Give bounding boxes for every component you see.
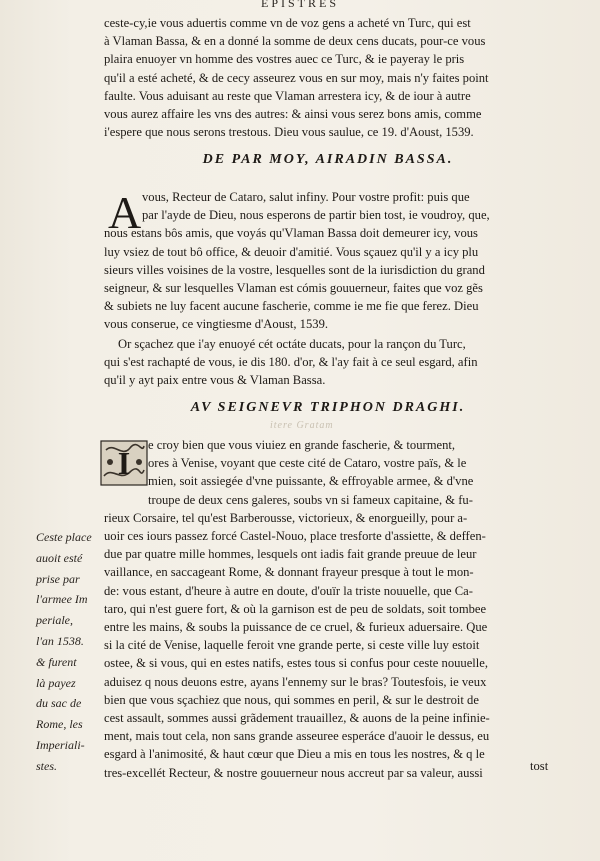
margin-note-line: prise par [36,571,80,586]
margin-note-line: periale, [36,613,73,628]
drop-cap-letter: I [117,445,131,481]
paragraph-letter-to-draghi [104,436,552,782]
text-line: esgard à l'animosité, & haut cœur que Dieu a mis en tous les nostres, & q le [104,747,485,762]
text-line: & subiets ne luy facent aucune fascherie, comme ie me fie que ferez. Dieu [104,299,479,314]
margin-note-line: auoit esté [36,550,83,565]
paragraph-postscript [104,335,552,390]
text-line: e croy bien que vous viuiez en grande fascherie, & tourment, [148,438,456,452]
text-line: aduisez q nous deuons estre, ayans l'ennemy sur le bras? Toutesfois, ie veux [104,674,487,689]
text-line: si la cité de Venise, laquelle feroit vne grande perte, si ceste ville luy estoit [104,638,480,653]
text-line: vaillance, en saccageant Rome, & donnant frayeur presque à tout le mon- [104,565,474,580]
text-line: luy vsiez de tout bô office, & deuoir d'amitié. Vous sçauez qu'il y a icy plu [104,244,479,259]
text-line: tres-excellét Recteur, & nostre gouuerneur nous accreut par sa valeur, aussi [104,765,483,780]
margin-note-line: là payez [36,675,76,690]
text-line: faulte. Vous aduisant au reste que Vlaman arrestera icy, & de iour à autre [104,88,471,103]
text-line: de: vous estant, d'heure à autre en doute, d'ouïr la triste nouuelle, que Ca- [104,583,473,598]
text-line: ceste-cy,ie vous aduertis comme vn de voz gens a acheté vn Turc, qui est [104,16,471,30]
text-line: vous, Recteur de Cataro, salut infiny. Pour vostre profit: puis que [142,190,470,204]
margin-note-line: & furent [36,654,77,669]
bleed-through-text: itere Gratam [270,420,334,431]
text-line: cest assault, sommes aussi grãdement trauaillez, & auons de la peine infinie- [104,711,490,726]
text-line: par l'ayde de Dieu, nous esperons de partir bien tost, ie voudroy, que, [142,208,490,223]
paragraph-letter-body [104,188,552,334]
drop-cap-a: A [108,187,142,238]
letter-heading-triphon: AV SEIGNEVR TRIPHON DRAGHI. [190,400,466,415]
text-line: rieux Corsaire, tel qu'est Barberousse, victorieux, & enorgueilly, pour a- [104,510,468,525]
text-line: taro, qui n'est guere fort, & où la garnison est de peu de soldats, soit tombee [104,601,487,616]
text-line: vous aurez affaire les vns des autres: & ainsi vous serez bons amis, comme [104,107,482,122]
marginal-note [36,527,100,777]
text-line: entre les mains, & soubs la puissance de ce cruel, & furieux aduersaire. Que [104,620,488,635]
text-line: qui s'est rachapté de vous, ie dis 180. d'or, & l'ay fait à ce seul esgard, afin [104,355,478,370]
text-line: ostee, & si vous, qui en estes natifs, estes tous si confus pour ceste nouuelle, [104,656,489,671]
text-line: mien, soit assiegée d'vne puissante, & effroyable armee, & d'vne [148,474,474,489]
margin-note-line: stes. [36,758,57,773]
margin-note-line: Ceste place [36,530,92,544]
margin-note-line: l'an 1538. [36,633,84,648]
text-line: à Vlaman Bassa, & en a donné la somme de deux cens ducats, pour-ce vous [104,34,486,49]
running-header: EPISTRES [260,0,339,10]
text-line: troupe de deux cens galeres, soubs vn si fameux capitaine, & fu- [148,492,473,507]
text-line: bien que vous sçachiez que nous, qui sommes en peril, & sur le destroit de [104,692,479,707]
paragraph-closing-letter [104,14,552,141]
text-line: vous conserue, ce vingtiesme d'Aoust, 1539. [104,317,329,332]
text-line: seigneur, & sur lesquelles Vlaman est cómis gouuerneur, faites que voz gẽs [104,281,483,296]
catchword: tost [530,759,549,773]
text-line: nous estans bôs amis, que voyás qu'Vlaman Bassa doit demeurer icy, vous [104,226,478,241]
margin-note-line: l'armee Im [36,592,88,607]
margin-note-line: Imperiali- [36,737,85,752]
text-line: ores à Venise, voyant que ceste cité de Cataro, vostre païs, & le [148,456,467,471]
text-line: i'espere que nous serons trestous. Dieu vous saulue, ce 19. d'Aoust, 1539. [104,125,474,140]
text-line: due par quatre mille hommes, lesquels ont iadis fait grande preuue de leur [104,547,477,562]
text-line: plaira enuoyer vn homme des vostres auec ce Turc, & ie payeray le pris [104,52,465,67]
letter-heading-airadin: DE PAR MOY, AIRADIN BASSA. [202,152,454,167]
text-line: qu'il y ayt paix entre vous & Vlaman Bassa. [104,373,326,388]
text-line: uoir ces iours passez forcé Castel-Nouo, place tresforte d'assiette, & deffen- [104,529,486,544]
margin-note-line: Rome, les [36,717,83,732]
text-line: ment, mais tout cela, non sans grande asseuree esperáce d'auoir le dessus, eu [104,729,490,744]
text-line: qu'il a esté acheté, & de cecy asseurez vous en sur moy, mais n'y faites point [104,70,489,85]
margin-note-line: du sac de [36,696,82,711]
text-line: sieurs villes voisines de la vostre, lesquelles sont de la iurisdiction du grand [104,262,485,277]
text-line: Or sçachez que i'ay enuoyé cét octáte ducats, pour la rançon du Turc, [118,337,466,351]
